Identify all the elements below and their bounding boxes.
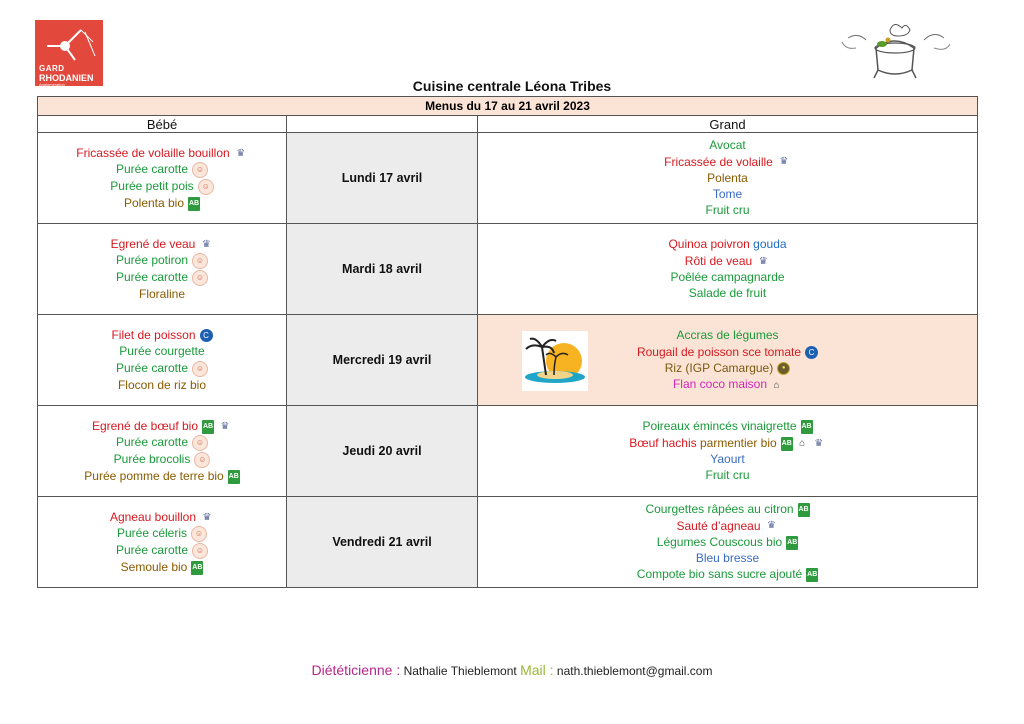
menu-item-label: Poireaux émincés vinaigrette	[642, 419, 797, 434]
tropical-island-icon	[522, 331, 588, 391]
menu-item	[478, 186, 977, 202]
menu-item	[38, 360, 286, 377]
menu-item	[478, 285, 977, 301]
menu-item-label: Bœuf hachis	[629, 435, 697, 450]
gard-rhodanien-logo	[35, 20, 103, 86]
menu-item-label: Flocon de riz bio	[117, 377, 207, 392]
menu-item	[38, 509, 286, 525]
menu-item-label: Purée céleris	[116, 526, 188, 541]
days-body	[38, 133, 978, 588]
menu-item	[478, 236, 977, 252]
label-rouge-icon: ♛	[814, 437, 824, 449]
bebe-menu-cell	[38, 133, 287, 224]
menu-item	[478, 154, 977, 170]
menu-item	[478, 467, 977, 483]
menu-item-label: Compote bio sans sucre ajouté	[636, 567, 803, 582]
menu-item	[38, 525, 286, 542]
menu-item-label: Purée courgette	[119, 344, 205, 359]
day-row	[38, 224, 978, 315]
menu-item	[38, 161, 286, 178]
bio-icon: AB	[188, 197, 200, 211]
menu-item-label: Purée brocolis	[113, 452, 191, 466]
fait-maison-icon: ☺	[192, 270, 208, 286]
grand-menu-cell	[478, 315, 978, 406]
mail-label: Mail :	[520, 662, 554, 678]
menu-item-label: Purée carotte	[115, 360, 189, 375]
menu-item-label: Purée carotte	[115, 270, 189, 284]
menu-item-label: Avocat	[709, 138, 746, 153]
page-title: Cuisine centrale Léona Tribes	[412, 78, 612, 94]
fait-maison-icon: ☺	[192, 543, 208, 559]
menu-item-extra: gouda	[753, 237, 787, 252]
day-label: Vendredi 21 avril	[287, 497, 478, 588]
menu-item-label: Purée petit pois	[110, 179, 194, 193]
menu-item	[38, 542, 286, 559]
bio-icon: AB	[202, 420, 214, 434]
logo-line1: GARD	[39, 64, 65, 73]
dietitian-name: Nathalie Thieblemont	[403, 664, 517, 678]
menu-item	[38, 451, 286, 468]
label-rouge-icon: ♛	[202, 511, 212, 523]
menu-item	[38, 269, 286, 286]
footer	[0, 662, 1024, 678]
mail-address[interactable]: nath.thieblemont@gmail.com	[556, 664, 713, 678]
day-row	[38, 133, 978, 224]
grand-menu-cell	[478, 406, 978, 497]
bio-icon: AB	[191, 561, 203, 575]
label-rouge-icon: ♛	[201, 238, 211, 250]
menu-item	[38, 145, 286, 161]
menu-item-label: Quinoa poivron	[668, 237, 750, 252]
day-label: Mercredi 19 avril	[287, 315, 478, 406]
menu-item-label: Filet de poisson	[111, 328, 196, 343]
menu-item	[38, 468, 286, 484]
fait-maison-icon: ☺	[192, 435, 208, 451]
menu-item	[38, 178, 286, 195]
menu-item-label: Poêlée campagnarde	[670, 270, 785, 284]
menu-item-label: Polenta bio	[123, 195, 185, 210]
column-header-row	[38, 116, 978, 133]
label-rouge-icon: ♛	[758, 255, 768, 267]
menu-item-label: Accras de légumes	[676, 328, 779, 343]
menu-item-label: Fruit cru	[705, 468, 750, 483]
menu-item	[478, 550, 977, 566]
bio-icon: AB	[801, 420, 813, 434]
fait-maison-icon: ☺	[192, 361, 208, 377]
menu-item-label: Fruit cru	[705, 203, 750, 218]
menu-item	[478, 518, 977, 534]
menu-item	[38, 377, 286, 393]
bebe-menu-cell	[38, 406, 287, 497]
menu-item-extra: parmentier bio	[699, 435, 777, 450]
msc-fish-icon: C	[200, 329, 213, 342]
label-rouge-icon: ♛	[236, 147, 246, 159]
menu-item	[478, 269, 977, 285]
grand-menu-cell	[478, 224, 978, 315]
menu-date-range: Menus du 17 au 21 avril 2023	[38, 97, 978, 116]
grand-menu-cell	[478, 133, 978, 224]
menu-item	[478, 202, 977, 218]
igp-icon: ●	[777, 362, 790, 375]
menu-item	[38, 327, 286, 343]
menu-item-label: Bleu bresse	[695, 551, 760, 566]
menu-item-label: Courgettes râpées au citron	[645, 502, 794, 517]
menu-item	[478, 451, 977, 467]
menu-date-range-row	[38, 97, 978, 116]
day-row	[38, 315, 978, 406]
fait-maison-icon: ☺	[192, 253, 208, 269]
menu-item-label: Rôti de veau	[684, 253, 753, 268]
menu-item	[478, 534, 977, 550]
menu-item	[478, 137, 977, 153]
grand-menu-cell	[478, 497, 978, 588]
menu-item-label: Egrené de bœuf bio	[91, 418, 199, 433]
menu-item	[38, 418, 286, 434]
menu-item	[38, 343, 286, 359]
menu-item	[38, 252, 286, 269]
house-icon: ⌂	[773, 379, 780, 391]
fait-maison-icon: ☺	[198, 179, 214, 195]
menu-item-label: Yaourt	[710, 452, 745, 466]
menu-table	[37, 96, 978, 588]
menu-item-label: Flan coco maison	[672, 377, 768, 392]
menu-item-label: Polenta	[707, 170, 748, 185]
menu-item-label: Semoule bio	[120, 559, 188, 574]
menu-item	[478, 170, 977, 186]
menu-item-label: Purée potiron	[115, 253, 189, 268]
menu-item	[38, 559, 286, 575]
bio-icon: AB	[781, 437, 793, 451]
menu-item-label: Agneau bouillon	[109, 509, 197, 524]
msc-fish-icon: C	[805, 346, 818, 359]
menu-item-label: Riz (IGP Camargue)	[664, 361, 774, 375]
menu-item	[478, 501, 977, 517]
day-label: Jeudi 20 avril	[287, 406, 478, 497]
fait-maison-icon: ☺	[192, 162, 208, 178]
menu-item-label: Fricassée de volaille bouillon	[76, 145, 230, 160]
label-rouge-icon: ♛	[220, 420, 230, 432]
bio-icon: AB	[786, 536, 798, 550]
menu-item-label: Floraline	[138, 286, 186, 301]
bebe-menu-cell	[38, 497, 287, 588]
menu-item	[478, 566, 977, 582]
chef-cooking-pot-icon	[836, 18, 954, 82]
day-row	[38, 406, 978, 497]
menu-item-label: Rougail de poisson sce tomate	[636, 344, 802, 359]
menu-item	[38, 434, 286, 451]
menu-item-label: Sauté d’agneau	[676, 518, 761, 533]
column-bebe-header: Bébé	[38, 116, 287, 133]
menu-item-label: Egrené de veau	[110, 236, 196, 251]
day-label: Lundi 17 avril	[287, 133, 478, 224]
menu-item-label: Légumes Couscous bio	[656, 534, 783, 549]
menu-item	[38, 236, 286, 252]
logo-line3: Agglomération	[39, 82, 65, 87]
menu-item-label: Purée carotte	[115, 162, 189, 177]
day-label: Mardi 18 avril	[287, 224, 478, 315]
menu-item	[478, 253, 977, 269]
bebe-menu-cell	[38, 315, 287, 406]
menu-item-label: Salade de fruit	[688, 286, 767, 301]
label-rouge-icon: ♛	[779, 156, 789, 168]
bebe-menu-cell	[38, 224, 287, 315]
menu-item-label: Fricassée de volaille	[664, 154, 773, 169]
column-grand-header: Grand	[478, 116, 978, 133]
day-row	[38, 497, 978, 588]
label-rouge-icon: ♛	[767, 520, 777, 532]
menu-item-label: Purée carotte	[115, 543, 189, 557]
menu-item-label: Tome	[712, 187, 743, 202]
menu-item	[478, 435, 977, 451]
bio-icon: AB	[806, 568, 818, 582]
fait-maison-icon: ☺	[194, 452, 210, 468]
bio-icon: AB	[798, 503, 810, 517]
dietitian-label: Diététicienne :	[311, 662, 401, 678]
column-day-header	[287, 116, 478, 133]
menu-item	[38, 195, 286, 211]
menu-item	[478, 418, 977, 434]
menu-item	[38, 286, 286, 302]
menu-item-label: Purée carotte	[115, 435, 189, 450]
logo-mark-icon	[41, 28, 97, 62]
bio-icon: AB	[228, 470, 240, 484]
house-icon: ⌂	[799, 438, 806, 450]
menu-item-label: Purée pomme de terre bio	[84, 468, 224, 483]
logo-line2: RHODANIEN	[39, 73, 94, 83]
fait-maison-icon: ☺	[191, 526, 207, 542]
